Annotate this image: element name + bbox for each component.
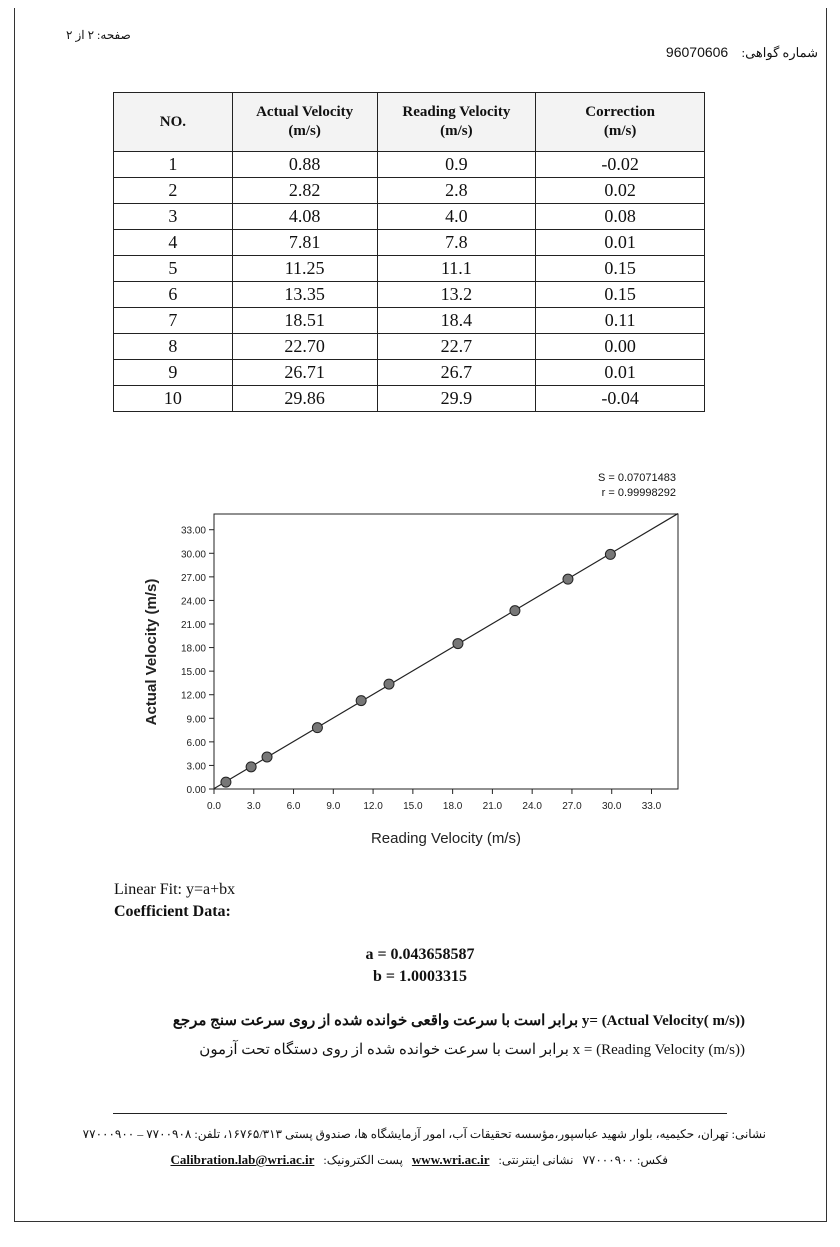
y-axis-ticks — [181, 526, 214, 796]
cell-actual: 29.86 — [232, 386, 377, 412]
y-tick-label: 0.00 — [186, 785, 206, 796]
footer-contact — [165, 1152, 669, 1168]
cell-no: 9 — [114, 360, 233, 386]
coefficient-title: Coefficient Data: — [114, 903, 231, 920]
cell-reading: 26.7 — [377, 360, 536, 386]
data-point — [356, 696, 366, 706]
cell-correction: 0.01 — [536, 360, 705, 386]
email-link[interactable]: Calibration.lab@wri.ac.ir — [170, 1152, 315, 1167]
cell-no: 7 — [114, 308, 233, 334]
cell-no: 4 — [114, 230, 233, 256]
table-row — [114, 204, 705, 230]
x-tick-label: 33.0 — [641, 801, 662, 812]
cell-reading: 0.9 — [377, 152, 536, 178]
x-tick-label: 30.0 — [601, 801, 622, 812]
cell-correction: 0.11 — [536, 308, 705, 334]
y-tick-label: 3.00 — [186, 761, 206, 773]
x-tick-label: 18.0 — [442, 801, 463, 812]
table-row — [114, 152, 705, 178]
table-row — [114, 178, 705, 204]
data-point — [453, 639, 463, 649]
website-link[interactable]: www.wri.ac.ir — [411, 1152, 490, 1167]
cell-correction: 0.15 — [536, 282, 705, 308]
website-label: نشانی اینترنتی: — [498, 1153, 574, 1167]
cell-actual: 11.25 — [232, 256, 377, 282]
regression-stats — [560, 471, 676, 501]
fax: فکس: ۷۷۰۰۰۹۰۰ — [582, 1153, 668, 1167]
y-tick-label: 15.00 — [180, 667, 206, 679]
coef-a: a = 0.043658587 — [365, 946, 475, 963]
y-tick-label: 18.00 — [180, 643, 206, 655]
header-no: NO. — [114, 93, 233, 152]
cell-reading: 4.0 — [377, 204, 536, 230]
calibration-table — [113, 92, 705, 412]
header-reading-velocity: Reading Velocity (m/s) — [377, 93, 536, 152]
data-point — [605, 549, 615, 559]
cell-actual: 0.88 — [232, 152, 377, 178]
cell-correction: 0.15 — [536, 256, 705, 282]
cell-correction: 0.00 — [536, 334, 705, 360]
stat-s: S = 0.07071483 — [598, 472, 676, 484]
data-point — [262, 752, 272, 762]
cell-reading: 7.8 — [377, 230, 536, 256]
data-point — [563, 574, 573, 584]
cell-no: 1 — [114, 152, 233, 178]
table-row — [114, 308, 705, 334]
x-tick-label: 3.0 — [246, 801, 261, 812]
cell-reading: 2.8 — [377, 178, 536, 204]
data-point — [384, 679, 394, 689]
certificate-number — [666, 44, 818, 61]
certificate-label: شماره گواهی: — [741, 45, 818, 60]
cell-no: 2 — [114, 178, 233, 204]
email-label: پست الکترونیک: — [323, 1153, 403, 1167]
data-point — [221, 777, 231, 787]
x-tick-label: 0.0 — [207, 801, 221, 812]
certificate-value: 96070606 — [665, 44, 729, 60]
linear-fit-title: Linear Fit: y=a+bx — [114, 881, 236, 898]
cell-reading: 18.4 — [377, 308, 536, 334]
cell-reading: 29.9 — [377, 386, 536, 412]
x-tick-label: 21.0 — [482, 801, 503, 812]
x-tick-label: 27.0 — [562, 801, 582, 812]
linear-fit-block — [114, 879, 235, 923]
footer-divider — [113, 1113, 727, 1114]
y-tick-label: 24.00 — [180, 596, 206, 608]
footer-address: نشانی: تهران، حکیمیه، بلوار شهید عباسپور،مؤسسه تحقیقات آب، امور آزمایشگاه ها، صندوق پستی ۱۶۷۶۵/۳۱۳، تلفن: ۷۷۰۰۹۰۸ – ۷۷۰۰۰۹۰۰ — [82, 1127, 766, 1141]
y-tick-label: 21.00 — [180, 620, 206, 631]
cell-reading: 13.2 — [377, 282, 536, 308]
cell-no: 5 — [114, 256, 233, 282]
table-row — [114, 334, 705, 360]
cell-correction: 0.01 — [536, 230, 705, 256]
calibration-chart — [130, 500, 690, 860]
cell-no: 3 — [114, 204, 233, 230]
cell-no: 8 — [114, 334, 233, 360]
table-row — [114, 256, 705, 282]
cell-actual: 18.51 — [232, 308, 377, 334]
data-point — [246, 762, 256, 772]
cell-actual: 7.81 — [232, 230, 377, 256]
page-number: صفحه: ۲ از ۲ — [66, 28, 131, 42]
x-definition: x = (Reading Velocity (m/s)) برابر است با سرعت خوانده شده از روی دستگاه تحت آزمون — [199, 1042, 745, 1058]
cell-correction: -0.02 — [536, 152, 705, 178]
stat-r: r = 0.99998292 — [601, 487, 676, 499]
cell-no: 10 — [114, 386, 233, 412]
cell-actual: 26.71 — [232, 360, 377, 386]
cell-actual: 2.82 — [232, 178, 377, 204]
cell-actual: 13.35 — [232, 282, 377, 308]
data-point — [510, 606, 520, 616]
cell-reading: 11.1 — [377, 256, 536, 282]
y-axis-label: Actual Velocity (m/s) — [143, 578, 160, 726]
data-point — [312, 723, 322, 733]
cell-actual: 22.70 — [232, 334, 377, 360]
x-axis-label: Reading Velocity (m/s) — [370, 830, 522, 847]
header-correction: Correction (m/s) — [536, 93, 705, 152]
cell-correction: 0.08 — [536, 204, 705, 230]
cell-no: 6 — [114, 282, 233, 308]
table-row — [114, 282, 705, 308]
x-tick-label: 24.0 — [522, 801, 542, 812]
y-tick-label: 27.00 — [180, 572, 206, 584]
cell-correction: 0.02 — [536, 178, 705, 204]
cell-correction: -0.04 — [536, 386, 705, 412]
cell-reading: 22.7 — [377, 334, 536, 360]
x-tick-label: 15.0 — [403, 801, 423, 812]
y-tick-label: 30.00 — [180, 549, 206, 561]
header-actual-velocity: Actual Velocity (m/s) — [232, 93, 377, 152]
y-tick-label: 12.00 — [180, 690, 206, 702]
x-axis-ticks — [207, 789, 662, 812]
y-tick-label: 33.00 — [180, 525, 206, 537]
y-tick-label: 9.00 — [186, 714, 206, 726]
table-row — [114, 360, 705, 386]
table-header-row — [114, 93, 705, 152]
x-tick-label: 9.0 — [326, 801, 341, 812]
x-tick-label: 6.0 — [286, 801, 301, 812]
x-tick-label: 12.0 — [363, 801, 383, 812]
cell-actual: 4.08 — [232, 204, 377, 230]
y-tick-label: 6.00 — [186, 737, 206, 749]
table-row — [114, 386, 705, 412]
coefficients — [300, 944, 540, 988]
coef-b: b = 1.0003315 — [372, 968, 467, 985]
table-row — [114, 230, 705, 256]
y-definition: y= (Actual Velocity( m/s)) برابر است با سرعت واقعی خوانده شده از روی سرعت سنج مرجع — [172, 1013, 745, 1029]
